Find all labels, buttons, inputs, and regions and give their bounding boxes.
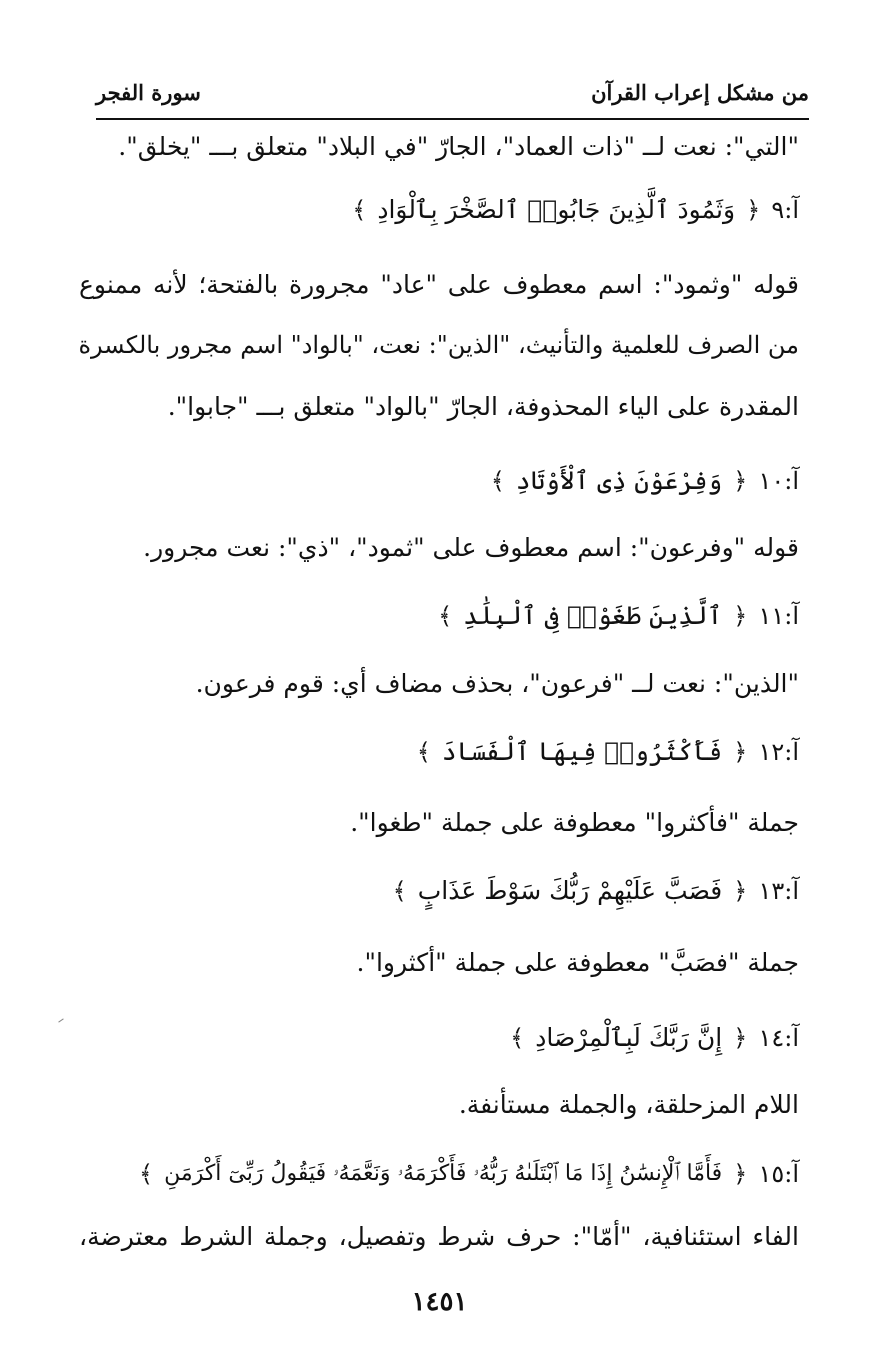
verse-text: إِنَّ رَبَّكَ لَبِٱلْمِرْصَادِ xyxy=(535,1022,723,1052)
verse-open-bracket: ﴿ xyxy=(733,1159,748,1188)
verse-open-bracket: ﴿ xyxy=(733,737,748,766)
verse-close-bracket: ﴾ xyxy=(438,601,453,630)
verse-open-bracket: ﴿ xyxy=(733,1023,748,1052)
verse-text: وَفِرْعَوْنَ ذِى ٱلْأَوْتَادِ xyxy=(515,465,723,495)
verse-text: فَصَبَّ عَلَيْهِمْ رَبُّكَ سَوْطَ عَذَابٍ xyxy=(417,875,723,905)
verse-close-bracket: ﴾ xyxy=(352,195,367,224)
body-line-1: "التي": نعت لــ "ذات العماد"، الجارّ "في البلاد" متعلق بـــ "يخلق". xyxy=(118,132,799,161)
verse-text: فَأَمَّا ٱلْإِنسَٰنُ إِذَا مَا ٱبْتَلَىٰهُ رَبُّهُۥ فَأَكْرَمَهُۥ وَنَعَّمَهُۥ فَيَقُولُ رَبِّىٓ أَكْرَمَنِ xyxy=(164,1160,723,1186)
verse-15 xyxy=(79,1151,799,1195)
header-divider xyxy=(96,118,809,120)
verse-reference: آ:١٣ xyxy=(758,876,799,905)
body-line-3: من الصرف للعلمية والتأنيث، "الذين": نعت، "بالواد" اسم مجرور بالكسرة xyxy=(78,331,799,359)
body-line-5: قوله "وفرعون": اسم معطوف على "ثمود"، "ذي": نعت مجرور. xyxy=(143,533,799,562)
verse-open-bracket: ﴿ xyxy=(733,601,748,630)
body-line-7: جملة "فأكثروا" معطوفة على جملة "طغوا". xyxy=(350,808,799,837)
verse-text: ٱلَّذِينَ طَغَوْا۟ فِى ٱلْبِلَٰدِ xyxy=(463,600,723,630)
verse-reference: آ:١٥ xyxy=(758,1159,799,1188)
book-title: من مشكل إعراب القرآن xyxy=(591,80,809,105)
verse-9 xyxy=(79,187,799,231)
verse-open-bracket: ﴿ xyxy=(733,466,748,495)
body-line-4: المقدرة على الياء المحذوفة، الجارّ "بالواد" متعلق بـــ "جابوا". xyxy=(167,392,799,421)
body-line-8: جملة "فصَبَّ" معطوفة على جملة "أكثروا". xyxy=(356,948,799,977)
verse-close-bracket: ﴾ xyxy=(416,737,431,766)
verse-12 xyxy=(79,729,799,773)
surah-title: سورة الفجر xyxy=(96,80,201,105)
verse-13 xyxy=(79,868,799,912)
running-header xyxy=(96,74,809,118)
verse-reference: آ:١١ xyxy=(758,601,799,630)
verse-reference: آ:٩ xyxy=(771,195,799,224)
body-line-6: "الذين": نعت لــ "فرعون"، بحذف مضاف أي: قوم فرعون. xyxy=(195,669,799,698)
body-line-2: قوله "وثمود": اسم معطوف على "عاد" مجرورة بالفتحة؛ لأنه ممنوع xyxy=(79,270,799,299)
verse-close-bracket: ﴾ xyxy=(139,1159,154,1188)
verse-11 xyxy=(79,593,799,637)
verse-close-bracket: ﴾ xyxy=(510,1023,525,1052)
body-line-10: الفاء استئنافية، "أمّا": حرف شرط وتفصيل، وجملة الشرط معترضة، xyxy=(79,1222,799,1251)
verse-close-bracket: ﴾ xyxy=(490,466,505,495)
page-number: ١٤٥١ xyxy=(411,1287,468,1317)
verse-reference: آ:١٤ xyxy=(758,1023,799,1052)
scan-speck xyxy=(58,1018,63,1022)
verse-open-bracket: ﴿ xyxy=(746,195,761,224)
verse-close-bracket: ﴾ xyxy=(392,876,407,905)
verse-reference: آ:١٠ xyxy=(758,466,799,495)
verse-14 xyxy=(79,1015,799,1059)
verse-10 xyxy=(79,458,799,502)
verse-text: وَثَمُودَ ٱلَّذِينَ جَابُوا۟ ٱلصَّخْرَ بِٱلْوَادِ xyxy=(377,194,736,224)
verse-open-bracket: ﴿ xyxy=(733,876,748,905)
body-line-9: اللام المزحلقة، والجملة مستأنفة. xyxy=(458,1090,799,1119)
verse-reference: آ:١٢ xyxy=(758,737,799,766)
verse-text: فَأَكْثَرُوا۟ فِيهَا ٱلْفَسَادَ xyxy=(441,736,723,766)
